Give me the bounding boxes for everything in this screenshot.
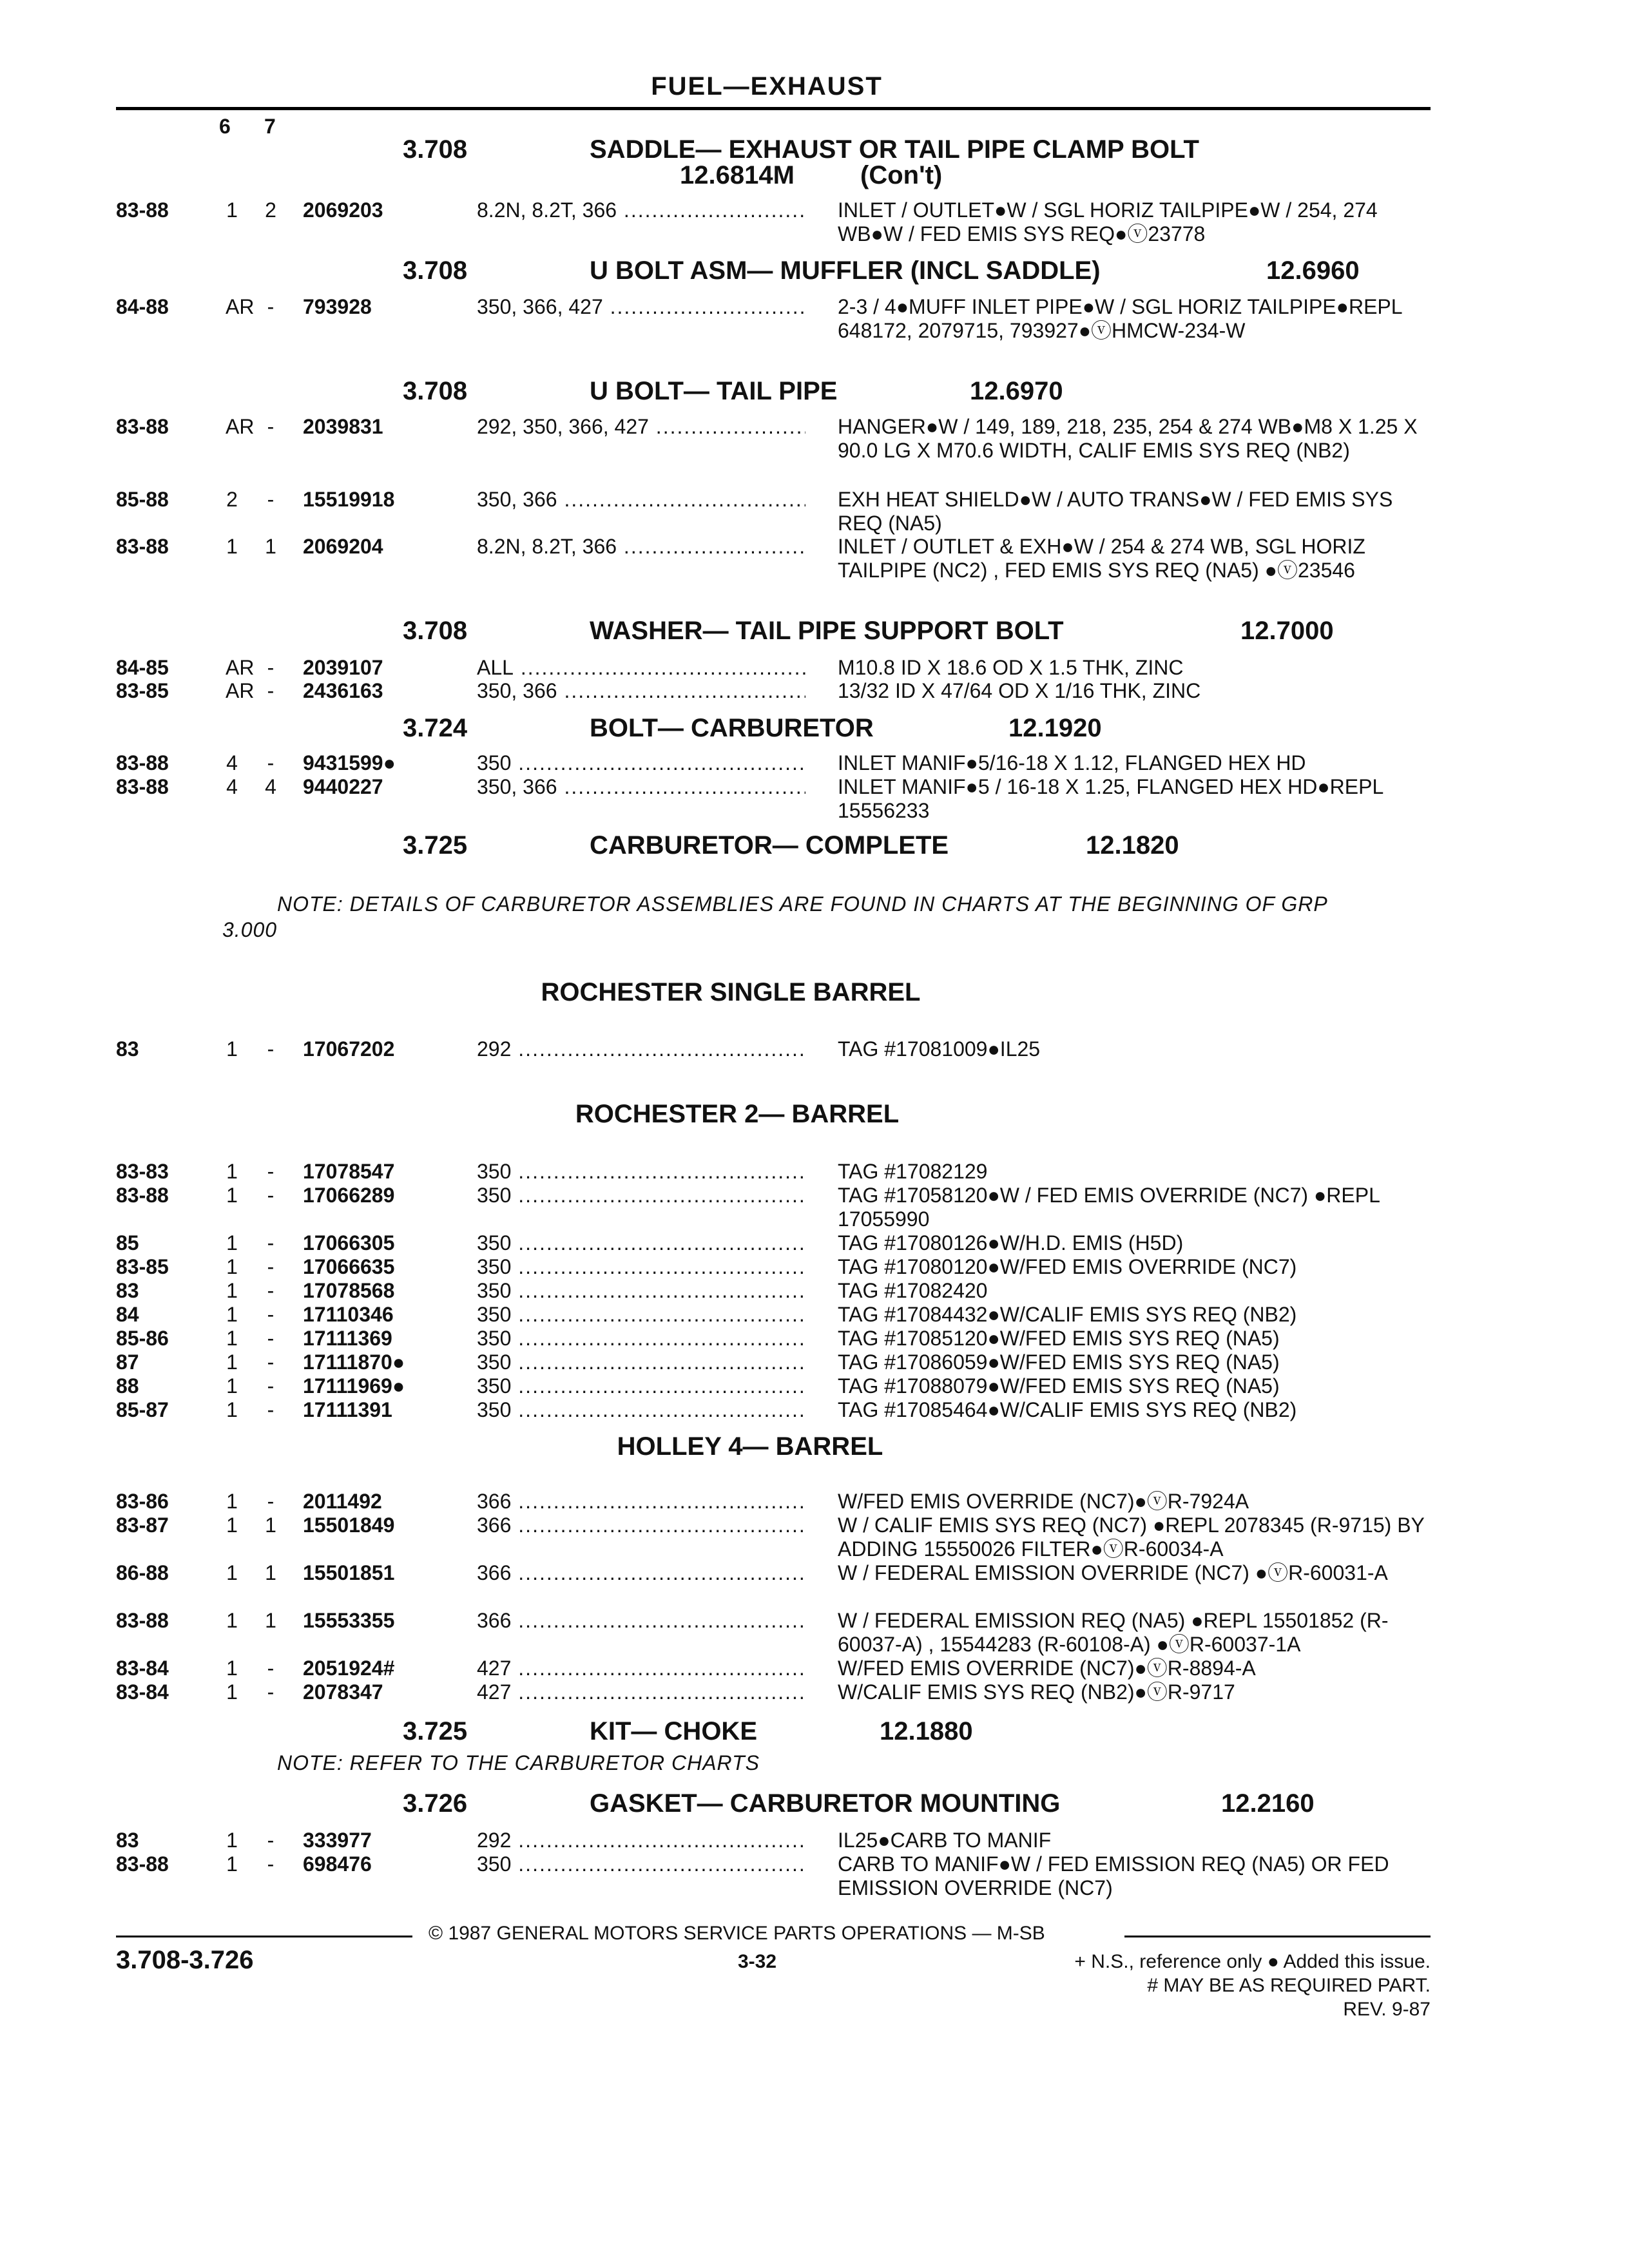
part-number: 333977 [303,1829,372,1852]
engine: 350 ..... [477,1398,805,1422]
engine: 8.2N, 8.2T, 366 ..... [477,198,805,222]
engine: 366 ..... [477,1490,805,1514]
section-number: 3.708 [403,617,468,645]
description: IL25●CARB TO MANIF [838,1829,1052,1852]
note-text: 3.000 [222,918,278,941]
qty-a: 1 [226,1160,238,1183]
year: 83-88 [116,751,169,774]
qty-b: - [267,1231,275,1254]
part-number: 2051924# [303,1657,395,1680]
section-number: 3.708 [403,256,468,285]
year: 83-84 [116,1657,169,1680]
year: 83-88 [116,775,169,798]
year: 83 [116,1037,139,1061]
qty-b: - [267,1680,275,1704]
description: TAG #17082420 [838,1279,988,1302]
qty-b: - [267,1852,275,1876]
qty-a: 1 [226,1490,238,1513]
part-number: 17066289 [303,1184,395,1207]
description: CARB TO MANIF●W / FED EMISSION REQ (NA5) OR FED EMISSION OVERRIDE (NC7) [838,1852,1389,1899]
section-name: WASHER— TAIL PIPE SUPPORT BOLT [590,617,1064,645]
part-number: 15519918 [303,488,395,511]
year: 88 [116,1374,139,1398]
part-number: 17111391 [303,1398,392,1421]
description: INLET MANIF●5/16-18 X 1.12, FLANGED HEX HD [838,751,1306,774]
year: 83-86 [116,1490,169,1513]
description: W/FED EMIS OVERRIDE (NC7)●ⓥR-7924A [838,1490,1249,1513]
qty-a: AR [226,679,255,702]
column-header-a: 6 [219,115,231,138]
description: TAG #17088079●W/FED EMIS SYS REQ (NA5) [838,1374,1280,1398]
qty-b: - [267,1303,275,1326]
year: 86-88 [116,1561,169,1584]
section-code: 12.7000 [1240,617,1334,645]
engine: 350 ..... [477,1327,805,1350]
section-number: 3.726 [403,1789,468,1818]
year: 83-83 [116,1160,169,1183]
engine: 366 ..... [477,1514,805,1537]
section-code: 12.6970 [970,377,1063,405]
description: TAG #17084432●W/CALIF EMIS SYS REQ (NB2) [838,1303,1297,1326]
header-rule [116,107,1431,110]
qty-b: 1 [265,1514,276,1537]
year: 85-88 [116,488,169,511]
description: TAG #17081009●IL25 [838,1037,1041,1061]
section-code: 12.6960 [1266,256,1360,285]
qty-b: - [267,1327,275,1350]
engine: 350, 366, 427 ..... [477,295,805,319]
qty-b: - [267,488,275,511]
footer-rule-right [1124,1936,1431,1937]
description: 2-3 / 4●MUFF INLET PIPE●W / SGL HORIZ TAILPIPE●REPL 648172, 2079715, 793927●ⓥHMCW-234-W [838,295,1402,342]
qty-b: - [267,1279,275,1302]
description: W / CALIF EMIS SYS REQ (NC7) ●REPL 2078345 (R-9715) BY ADDING 15550026 FILTER●ⓥR-60034-A [838,1514,1425,1561]
engine: 350, 366 ..... [477,679,805,703]
note-text: NOTE: REFER TO THE CARBURETOR CHARTS [277,1751,760,1774]
part-number: 17066635 [303,1255,395,1278]
footer-copyright: © 1987 GENERAL MOTORS SERVICE PARTS OPERATIONS — M-SB [429,1923,1045,1944]
qty-b: - [267,1037,275,1061]
engine: 350, 366 ..... [477,488,805,512]
description: INLET MANIF●5 / 16-18 X 1.25, FLANGED HEX HD●REPL 15556233 [838,775,1383,822]
section-code: 12.1880 [880,1717,973,1745]
part-number: 17066305 [303,1231,395,1254]
section-number: 3.708 [403,377,468,405]
subsection-heading: HOLLEY 4— BARREL [617,1432,883,1461]
section-number: 3.724 [403,714,468,742]
engine: 350 ..... [477,1279,805,1303]
engine: 8.2N, 8.2T, 366 ..... [477,535,805,559]
footer-legend-line-1: + N.S., reference only ● Added this issue. [1074,1951,1431,1972]
part-number: 2069203 [303,198,383,222]
engine: 350 ..... [477,1350,805,1374]
engine: 292, 350, 366, 427 ..... [477,415,805,439]
engine: 427 ..... [477,1657,805,1680]
qty-b: - [267,656,275,679]
qty-b: - [267,1374,275,1398]
section-code: 12.1920 [1008,714,1102,742]
part-number: 2039107 [303,656,383,679]
qty-a: 1 [226,1374,238,1398]
description: W/CALIF EMIS SYS REQ (NB2)●ⓥR-9717 [838,1680,1235,1704]
qty-a: 1 [226,1514,238,1537]
engine: 350 ..... [477,1255,805,1279]
year: 83-88 [116,535,169,558]
note-text: NOTE: DETAILS OF CARBURETOR ASSEMBLIES ARE FOUND IN CHARTS AT THE BEGINNING OF GRP [277,892,1328,916]
year: 83-84 [116,1680,169,1704]
part-number: 17111870● [303,1350,405,1374]
year: 83-85 [116,679,169,702]
description: EXH HEAT SHIELD●W / AUTO TRANS●W / FED EMIS SYS REQ (NA5) [838,488,1393,535]
engine: 292 ..... [477,1037,805,1061]
section-name: KIT— CHOKE [590,1717,757,1745]
footer-legend-line-2: # MAY BE AS REQUIRED PART. [1147,1975,1431,1996]
qty-b: - [267,295,275,318]
description: TAG #17086059●W/FED EMIS SYS REQ (NA5) [838,1350,1280,1374]
part-number: 2436163 [303,679,383,702]
year: 83 [116,1829,139,1852]
description: W / FEDERAL EMISSION OVERRIDE (NC7) ●ⓥR-60031-A [838,1561,1388,1584]
year: 84-85 [116,656,169,679]
column-header-b: 7 [264,115,276,138]
year: 83-87 [116,1514,169,1537]
qty-a: 4 [226,751,238,774]
qty-a: AR [226,415,255,438]
section-code: 12.6814M [680,161,795,189]
qty-b: 2 [265,198,276,222]
qty-a: 1 [226,1303,238,1326]
qty-b: - [267,415,275,438]
qty-a: 2 [226,488,238,511]
part-number: 17078568 [303,1279,395,1302]
year: 85-86 [116,1327,169,1350]
section-name: CARBURETOR— COMPLETE [590,831,949,860]
qty-a: 4 [226,775,238,798]
qty-a: 1 [226,535,238,558]
part-number: 17078547 [303,1160,395,1183]
qty-a: 1 [226,1327,238,1350]
engine: 350 ..... [477,1160,805,1184]
engine: 350 ..... [477,1374,805,1398]
qty-a: 1 [226,1037,238,1061]
description: M10.8 ID X 18.6 OD X 1.5 THK, ZINC [838,656,1184,679]
qty-b: - [267,1160,275,1183]
qty-a: AR [226,656,255,679]
part-number: 9440227 [303,775,383,798]
footer-revision: REV. 9-87 [1343,1999,1431,2020]
qty-a: 1 [226,1184,238,1207]
section-name: SADDLE— EXHAUST OR TAIL PIPE CLAMP BOLT [590,135,1199,164]
section-continued: (Con't) [860,161,943,189]
qty-a: 1 [226,1680,238,1704]
qty-b: 1 [265,1609,276,1632]
qty-a: 1 [226,1657,238,1680]
section-number: 3.725 [403,1717,468,1745]
engine: 350 ..... [477,1231,805,1255]
section-code: 12.2160 [1221,1789,1315,1818]
qty-b: - [267,1184,275,1207]
part-number: 2011492 [303,1490,382,1513]
engine: 366 ..... [477,1609,805,1633]
qty-b: - [267,1490,275,1513]
year: 85 [116,1231,139,1254]
section-name: U BOLT ASM— MUFFLER (INCL SADDLE) [590,256,1101,285]
footer-page-number: 3-32 [738,1951,777,1972]
part-number: 2069204 [303,535,383,558]
year: 83-85 [116,1255,169,1278]
engine: 292 ..... [477,1829,805,1852]
part-number: 698476 [303,1852,372,1876]
qty-b: 1 [265,1561,276,1584]
part-number: 2078347 [303,1680,383,1704]
qty-a: 1 [226,1609,238,1632]
qty-a: 1 [226,1350,238,1374]
qty-a: AR [226,295,255,318]
qty-b: - [267,1350,275,1374]
section-name: GASKET— CARBURETOR MOUNTING [590,1789,1061,1818]
qty-b: - [267,1829,275,1852]
engine: 350, 366 ..... [477,775,805,799]
description: TAG #17085464●W/CALIF EMIS SYS REQ (NB2) [838,1398,1297,1421]
year: 83-88 [116,1852,169,1876]
description: TAG #17080126●W/H.D. EMIS (H5D) [838,1231,1184,1254]
section-name: U BOLT— TAIL PIPE [590,377,838,405]
qty-a: 1 [226,1398,238,1421]
qty-a: 1 [226,1829,238,1852]
subsection-heading: ROCHESTER SINGLE BARREL [541,978,921,1006]
section-number: 3.708 [403,135,468,164]
qty-a: 1 [226,1561,238,1584]
part-number: 17110346 [303,1303,394,1326]
year: 85-87 [116,1398,169,1421]
description: TAG #17082129 [838,1160,988,1183]
description: INLET / OUTLET●W / SGL HORIZ TAILPIPE●W / 254, 274 WB●W / FED EMIS SYS REQ●ⓥ23778 [838,198,1378,245]
description: HANGER●W / 149, 189, 218, 235, 254 & 274 WB●M8 X 1.25 X 90.0 LG X M70.6 WIDTH, CALIF EMIS SYS REQ (NB2) [838,415,1418,462]
description: TAG #17058120●W / FED EMIS OVERRIDE (NC7) ●REPL 17055990 [838,1184,1380,1231]
engine: 350 ..... [477,1852,805,1876]
qty-b: 4 [265,775,276,798]
description: TAG #17085120●W/FED EMIS SYS REQ (NA5) [838,1327,1280,1350]
year: 84 [116,1303,139,1326]
part-number: 17067202 [303,1037,395,1061]
part-number: 9431599● [303,751,396,774]
part-number: 15501849 [303,1514,395,1537]
part-number: 17111969● [303,1374,405,1398]
year: 83-88 [116,198,169,222]
description: TAG #17080120●W/FED EMIS OVERRIDE (NC7) [838,1255,1297,1278]
subsection-heading: ROCHESTER 2— BARREL [575,1100,900,1128]
section-code: 12.1820 [1086,831,1179,860]
qty-a: 1 [226,1852,238,1876]
description: INLET / OUTLET & EXH●W / 254 & 274 WB, SGL HORIZ TAILPIPE (NC2) , FED EMIS SYS REQ (NA5) ●ⓥ23546 [838,535,1365,582]
description: W/FED EMIS OVERRIDE (NC7)●ⓥR-8894-A [838,1657,1256,1680]
qty-b: - [267,1398,275,1421]
footer-rule-left [116,1936,412,1937]
part-number: 15553355 [303,1609,395,1632]
year: 83-88 [116,415,169,438]
engine: 350 ..... [477,751,805,775]
column-header [219,115,309,139]
description: W / FEDERAL EMISSION REQ (NA5) ●REPL 15501852 (R-60037-A) , 15544283 (R-60108-A) ●ⓥR-60037-1A [838,1609,1389,1656]
qty-b: 1 [265,535,276,558]
year: 83-88 [116,1609,169,1632]
part-number: 2039831 [303,415,383,438]
year: 83-88 [116,1184,169,1207]
footer-section-range: 3.708-3.726 [116,1946,254,1974]
qty-b: - [267,1657,275,1680]
qty-a: 1 [226,1231,238,1254]
page-title: FUEL—EXHAUST [651,72,883,101]
section-name: BOLT— CARBURETOR [590,714,874,742]
qty-a: 1 [226,1255,238,1278]
section-number: 3.725 [403,831,468,860]
qty-b: - [267,1255,275,1278]
year: 84-88 [116,295,169,318]
qty-b: - [267,751,275,774]
engine: 350 ..... [477,1184,805,1207]
engine: ALL ..... [477,656,805,680]
part-number: 793928 [303,295,372,318]
qty-b: - [267,679,275,702]
year: 87 [116,1350,139,1374]
qty-a: 1 [226,198,238,222]
qty-a: 1 [226,1279,238,1302]
part-number: 17111369 [303,1327,392,1350]
engine: 366 ..... [477,1561,805,1585]
engine: 350 ..... [477,1303,805,1327]
year: 83 [116,1279,139,1302]
part-number: 15501851 [303,1561,395,1584]
description: 13/32 ID X 47/64 OD X 1/16 THK, ZINC [838,679,1201,702]
engine: 427 ..... [477,1680,805,1704]
